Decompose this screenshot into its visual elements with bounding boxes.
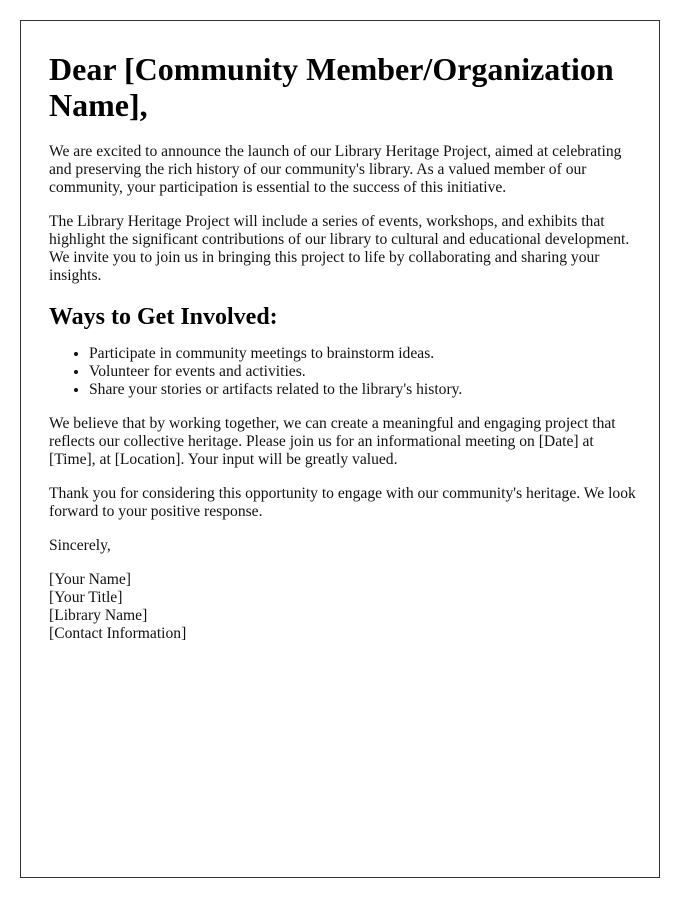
project-description-paragraph: The Library Heritage Project will include a series of events, workshops, and exhibits that highlight the significant contributions of our library to cultural and educational development. We invite you to join us in bringing this project to life by collaborating and sharing your insights. [49,213,630,284]
letter-page [20,20,660,878]
meeting-paragraph: We believe that by working together, we can create a meaningful and engaging project that reflects our collective heritage. Please join us for an informational meeting on [Date] at [Time], at [Location]. Your input will be greatly valued. [49,415,616,468]
signature-block [49,571,639,643]
signature-library: [Library Name] [49,607,148,624]
list-item: • Share your stories or artifacts related to the library's history. [89,381,639,399]
ways-list [49,345,639,399]
intro-paragraph: We are excited to announce the launch of our Library Heritage Project, aimed at celebrating and preserving the rich history of our community's library. As a valued member of our community, your participation is essential to the success of this initiative. [49,143,622,196]
thanks-paragraph: Thank you for considering this opportunity to engage with our community's heritage. We look forward to your positive response. [49,485,636,520]
list-item: • Volunteer for events and activities. [89,363,639,381]
list-item: • Participate in community meetings to brainstorm ideas. [89,345,639,363]
letter-body [49,51,639,643]
signoff: Sincerely, [49,537,111,554]
signature-name: [Your Name] [49,571,132,588]
signature-contact: [Contact Information] [49,625,187,642]
signature-title: [Your Title] [49,589,123,606]
section-heading-ways: Ways to Get Involved: [49,304,278,330]
letter-salutation: Dear [Community Member/Organization Name], [49,51,614,123]
